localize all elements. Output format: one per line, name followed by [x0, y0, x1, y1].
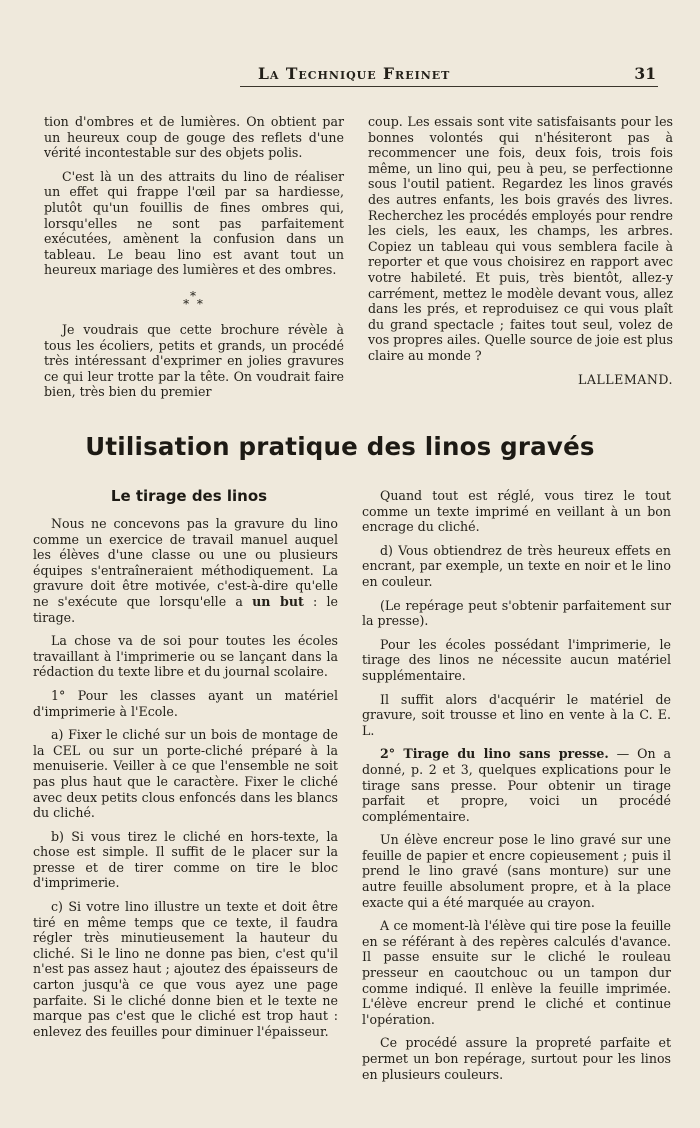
article-right-column	[362, 488, 671, 1090]
paragraph: La chose va de soi pour toutes les écoles travaillant à l'imprimerie ou se lançant dans la rédaction du texte libre et du journal scolaire.	[33, 633, 338, 680]
paragraph: Pour les écoles possédant l'imprimerie, le tirage des linos ne nécessite aucun matériel supplémentaire.	[362, 636, 671, 683]
emphasis-text: un but	[252, 593, 304, 609]
author-signature: LALLEMAND.	[577, 371, 673, 387]
paragraph: 2° Tirage du lino sans presse. — On a donné, p. 2 et 3, quelques explications pour le tirage sans presse. Pour obtenir un tirage parfait et propre, voici un procédé complémentaire.	[362, 746, 671, 824]
paragraph: Ce procédé assure la propreté parfaite et permet un bon repérage, surtout pour les linos en plusieurs couleurs.	[362, 1035, 671, 1082]
paragraph: 1° Pour les classes ayant un matériel d'imprimerie à l'Ecole.	[33, 687, 338, 719]
paragraph: b) Si vous tirez le cliché en hors-texte, la chose est simple. Il suffit de le placer sur la presse et de tirer comme on tire le bloc d'imprimerie.	[33, 828, 338, 891]
page-number: 31	[634, 64, 656, 83]
paragraph: Nous ne concevons pas la gravure du lino comme un exercice de travail manuel auquel les élèves d'une classe ou une ou plusieurs équipes s'entraîneraient méthodiquement. La gravure doit être motivée, c'est-à-dire qu'elle ne s'exécute que lorsqu'elle a un but : le tirage.	[33, 516, 338, 625]
paragraph: coup. Les essais sont vite satisfaisants pour les bonnes volontés qui n'hésiteront pas à recommencer une fois, deux fois, trois fois même, un lino qui, peu à peu, se perfectionne sous l'outil patient. Regardez les linos gravés des autres enfants, les bois gravés des livres. Recherchez les procédés employés pour rendre les ciels, les eaux, les champs, les arbres. Copiez un tableau qui vous semblera facile à reporter et que vous choisirez en rapport avec votre habileté. Et puis, très bientôt, allez-y carrément, mettez le modèle devant vous, allez dans les prés, et reproduisez ce qui vous plaît du grand spectacle ; faites tout seul, volez de vos propres ailes. Quelle source de joie est plus claire au monde ?	[368, 114, 673, 363]
paragraph: Quand tout est réglé, vous tirez le tout comme un texte imprimé en veillant à un bon encrage du cliché.	[362, 488, 671, 535]
paragraph: C'est là un des attraits du lino de réaliser un effet qui frappe l'œil par sa hardiesse, plutôt qu'un fouillis de fines ombres qui, lorsqu'elles ne sont pas parfaitement exécutées, amènent la confusion dans un tableau. Le beau lino est avant tout un heureux mariage des lumières et des ombres.	[44, 168, 344, 278]
paragraph: A ce moment-là l'élève qui tire pose la feuille en se référant à des repères calculés d'avance. Il passe ensuite sur le cliché le rouleau presseur en caoutchouc ou un tampon dur comme indiqué. Il enlève la feuille imprimée. L'élève encreur prend le cliché et continue l'opération.	[362, 918, 671, 1027]
journal-title: La Technique Freinet	[258, 64, 451, 83]
paragraph: (Le repérage peut s'obtenir parfaitement sur la presse).	[362, 597, 671, 629]
paragraph: d) Vous obtiendrez de très heureux effets en encrant, par exemple, un texte en noir et le lino en couleur.	[362, 542, 671, 589]
top-left-column	[44, 114, 344, 408]
emphasis-text: 2° Tirage du lino sans presse.	[380, 746, 609, 762]
paragraph: c) Si votre lino illustre un texte et doit être tiré en même temps que ce texte, il faudra régler très minutieusement la hauteur du cliché. Si le lino ne donne pas bien, c'est qu'il n'est pas assez haut ; ajoutez des épaisseurs de carton jusqu'à ce que vous ayez une page parfaite. Si le cliché donne bien et le texte ne marque pas c'est que le cliché est trop haut : enlevez des feuilles pour diminuer l'épaisseur.	[33, 899, 338, 1039]
article-title: Utilisation pratique des linos gravés	[85, 432, 595, 461]
article-left-column	[33, 516, 338, 1047]
top-right-column	[368, 114, 673, 395]
paragraph: a) Fixer le cliché sur un bois de montage de la CEL ou sur un porte-cliché préparé à la menuiserie. Veiller à ce que l'ensemble ne soit pas plus haut que le caractère. Fixer le cliché avec deux petits clous enfoncés dans les blancs du cliché.	[33, 727, 338, 821]
running-header	[240, 62, 658, 87]
paragraph: tion d'ombres et de lumières. On obtient par un heureux coup de gouge des reflets d'une vérité incontestable sur des objets polis.	[44, 114, 344, 161]
paragraph: Un élève encreur pose le lino gravé sur une feuille de papier et encre copieusement ; puis il prend le lino gravé (sans monture) sur une autre feuille absolument propre, et à la place exacte qui a été marquée au crayon.	[362, 832, 671, 910]
paragraph: Je voudrais que cette brochure révèle à tous les écoliers, petits et grands, un procédé très intéressant d'exprimer en jolies gravures ce qui leur trotte par la tête. On voudrait faire bien, très bien du premier	[44, 321, 344, 400]
paragraph: Il suffit alors d'acquérir le matériel de gravure, soit trousse et lino en vente à la C. E. L.	[362, 691, 671, 738]
article-subtitle: Le tirage des linos	[110, 487, 268, 505]
section-separator: * * *	[183, 288, 205, 311]
